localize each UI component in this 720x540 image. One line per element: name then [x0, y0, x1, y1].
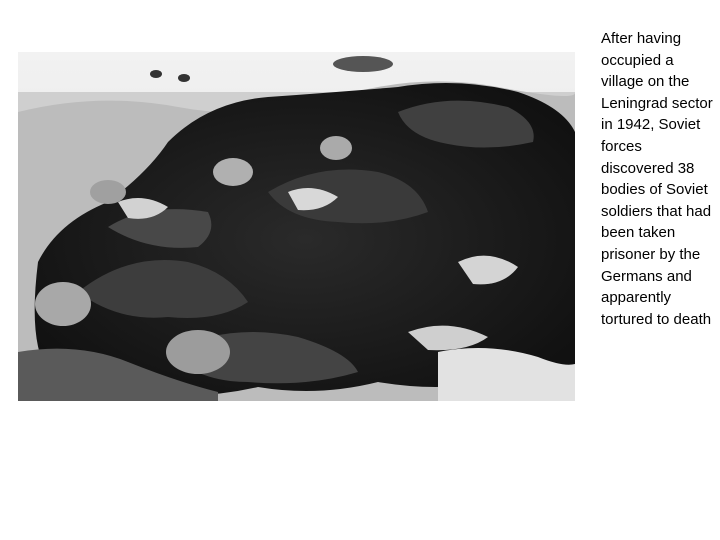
historical-photograph — [18, 52, 575, 401]
photo-caption: After having occupied a village on the Leningrad sector in 1942, Soviet forces discovered 38 bodies of Soviet soldiers that had been taken prisoner by the Germans and apparently tortured to death — [601, 30, 713, 328]
photograph-image — [18, 52, 575, 401]
